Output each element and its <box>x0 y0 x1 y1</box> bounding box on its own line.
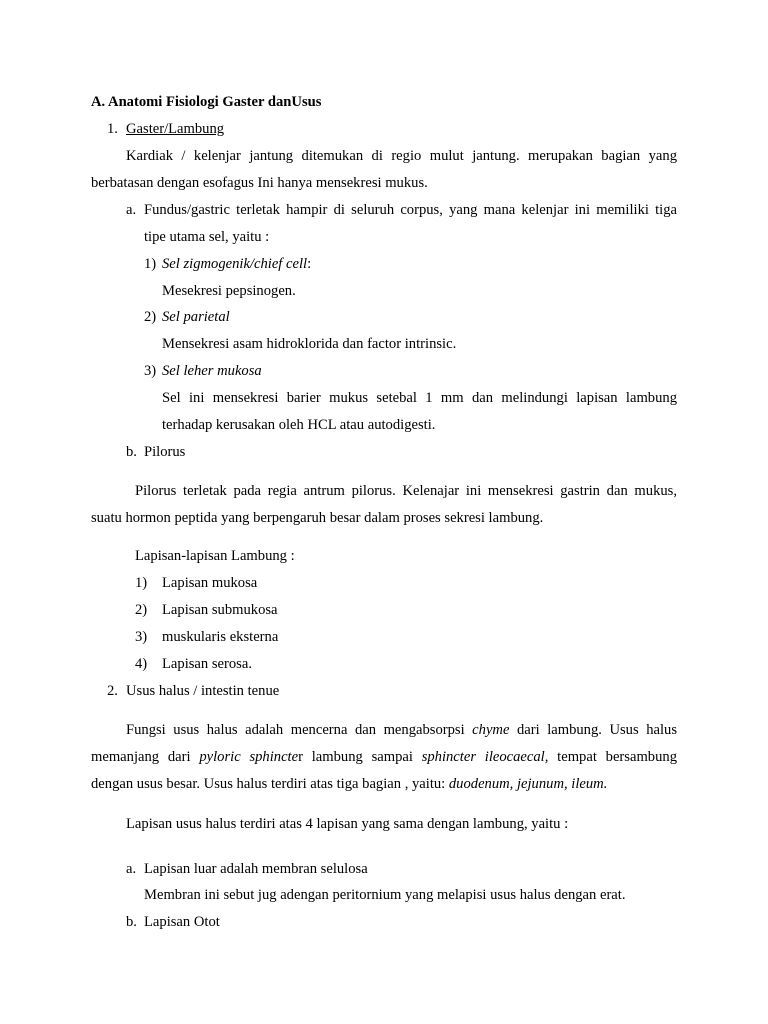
layer-3-number: 3) <box>135 629 148 645</box>
usus-paragraph-line-2: memanjang dari pyloric sphincter lambung sampai sphincter ileocaecal, tempat bersambung <box>91 749 677 765</box>
usus-paragraph-line-1: Fungsi usus halus adalah mencerna dan mengabsorpsi chyme dari lambung. Usus halus <box>126 722 677 738</box>
layers-title: Lapisan-lapisan Lambung : <box>135 548 295 564</box>
usus-item-b-label: Lapisan Otot <box>144 914 220 930</box>
usus-paragraph-line-3: dengan usus besar. Usus halus terdiri atas tiga bagian , yaitu: duodenum, jejunum, ileum. <box>91 776 608 792</box>
pilorus-paragraph-line-1: Pilorus terletak pada regia antrum pilorus. Kelenajar ini mensekresi gastrin dan mukus, <box>135 483 677 499</box>
section-1-number: 1. <box>107 121 118 137</box>
cell-3-number: 3) <box>144 363 157 379</box>
layer-1-number: 1) <box>135 575 148 591</box>
cell-2-number: 2) <box>144 309 157 325</box>
section-heading: A. Anatomi Fisiologi Gaster danUsus <box>91 94 322 110</box>
cell-2-description: Mensekresi asam hidroklorida dan factor intrinsic. <box>162 336 457 352</box>
section-2-number: 2. <box>107 683 118 699</box>
cell-1-number: 1) <box>144 256 157 272</box>
section-1-title: Gaster/Lambung <box>126 121 225 137</box>
cell-3-title: Sel leher mukosa <box>162 363 262 379</box>
layer-3-label: muskularis eksterna <box>162 629 279 645</box>
cell-1-description: Mesekresi pepsinogen. <box>162 283 296 299</box>
usus-item-a-marker: a. <box>126 861 137 877</box>
layer-2-number: 2) <box>135 602 148 618</box>
pilorus-paragraph-line-2: suatu hormon peptida yang berpengaruh besar dalam proses sekresi lambung. <box>91 510 544 526</box>
usus-item-a-label: Lapisan luar adalah membran selulosa <box>144 861 368 877</box>
item-b-label: Pilorus <box>144 444 186 460</box>
layer-1-label: Lapisan mukosa <box>162 575 258 591</box>
usus-item-b-marker: b. <box>126 914 137 930</box>
usus-item-a-description: Membran ini sebut jug adengan peritornium yang melapisi usus halus dengan erat. <box>144 887 626 903</box>
layer-4-number: 4) <box>135 656 148 672</box>
usus-layers-intro: Lapisan usus halus terdiri atas 4 lapisan yang sama dengan lambung, yaitu : <box>126 816 569 832</box>
cell-3-description-line-2: terhadap kerusakan oleh HCL atau autodigesti. <box>162 417 436 433</box>
cell-2-title: Sel parietal <box>162 309 230 325</box>
kardiak-paragraph-line-1: Kardiak / kelenjar jantung ditemukan di regio mulut jantung. merupakan bagian yang <box>126 148 677 164</box>
section-2-title: Usus halus / intestin tenue <box>126 683 280 699</box>
item-b-marker: b. <box>126 444 137 460</box>
kardiak-paragraph-line-2: berbatasan dengan esofagus Ini hanya mensekresi mukus. <box>91 175 428 191</box>
cell-3-description-line-1: Sel ini mensekresi barier mukus setebal 1 mm dan melindungi lapisan lambung <box>162 390 677 406</box>
cell-1-title: Sel zigmogenik/chief cell: <box>162 256 312 272</box>
fundus-line-1: Fundus/gastric terletak hampir di seluruh corpus, yang mana kelenjar ini memiliki tiga <box>144 202 677 218</box>
fundus-line-2: tipe utama sel, yaitu : <box>144 229 270 245</box>
item-a-marker: a. <box>126 202 137 218</box>
layer-2-label: Lapisan submukosa <box>162 602 278 618</box>
layer-4-label: Lapisan serosa. <box>162 656 252 672</box>
